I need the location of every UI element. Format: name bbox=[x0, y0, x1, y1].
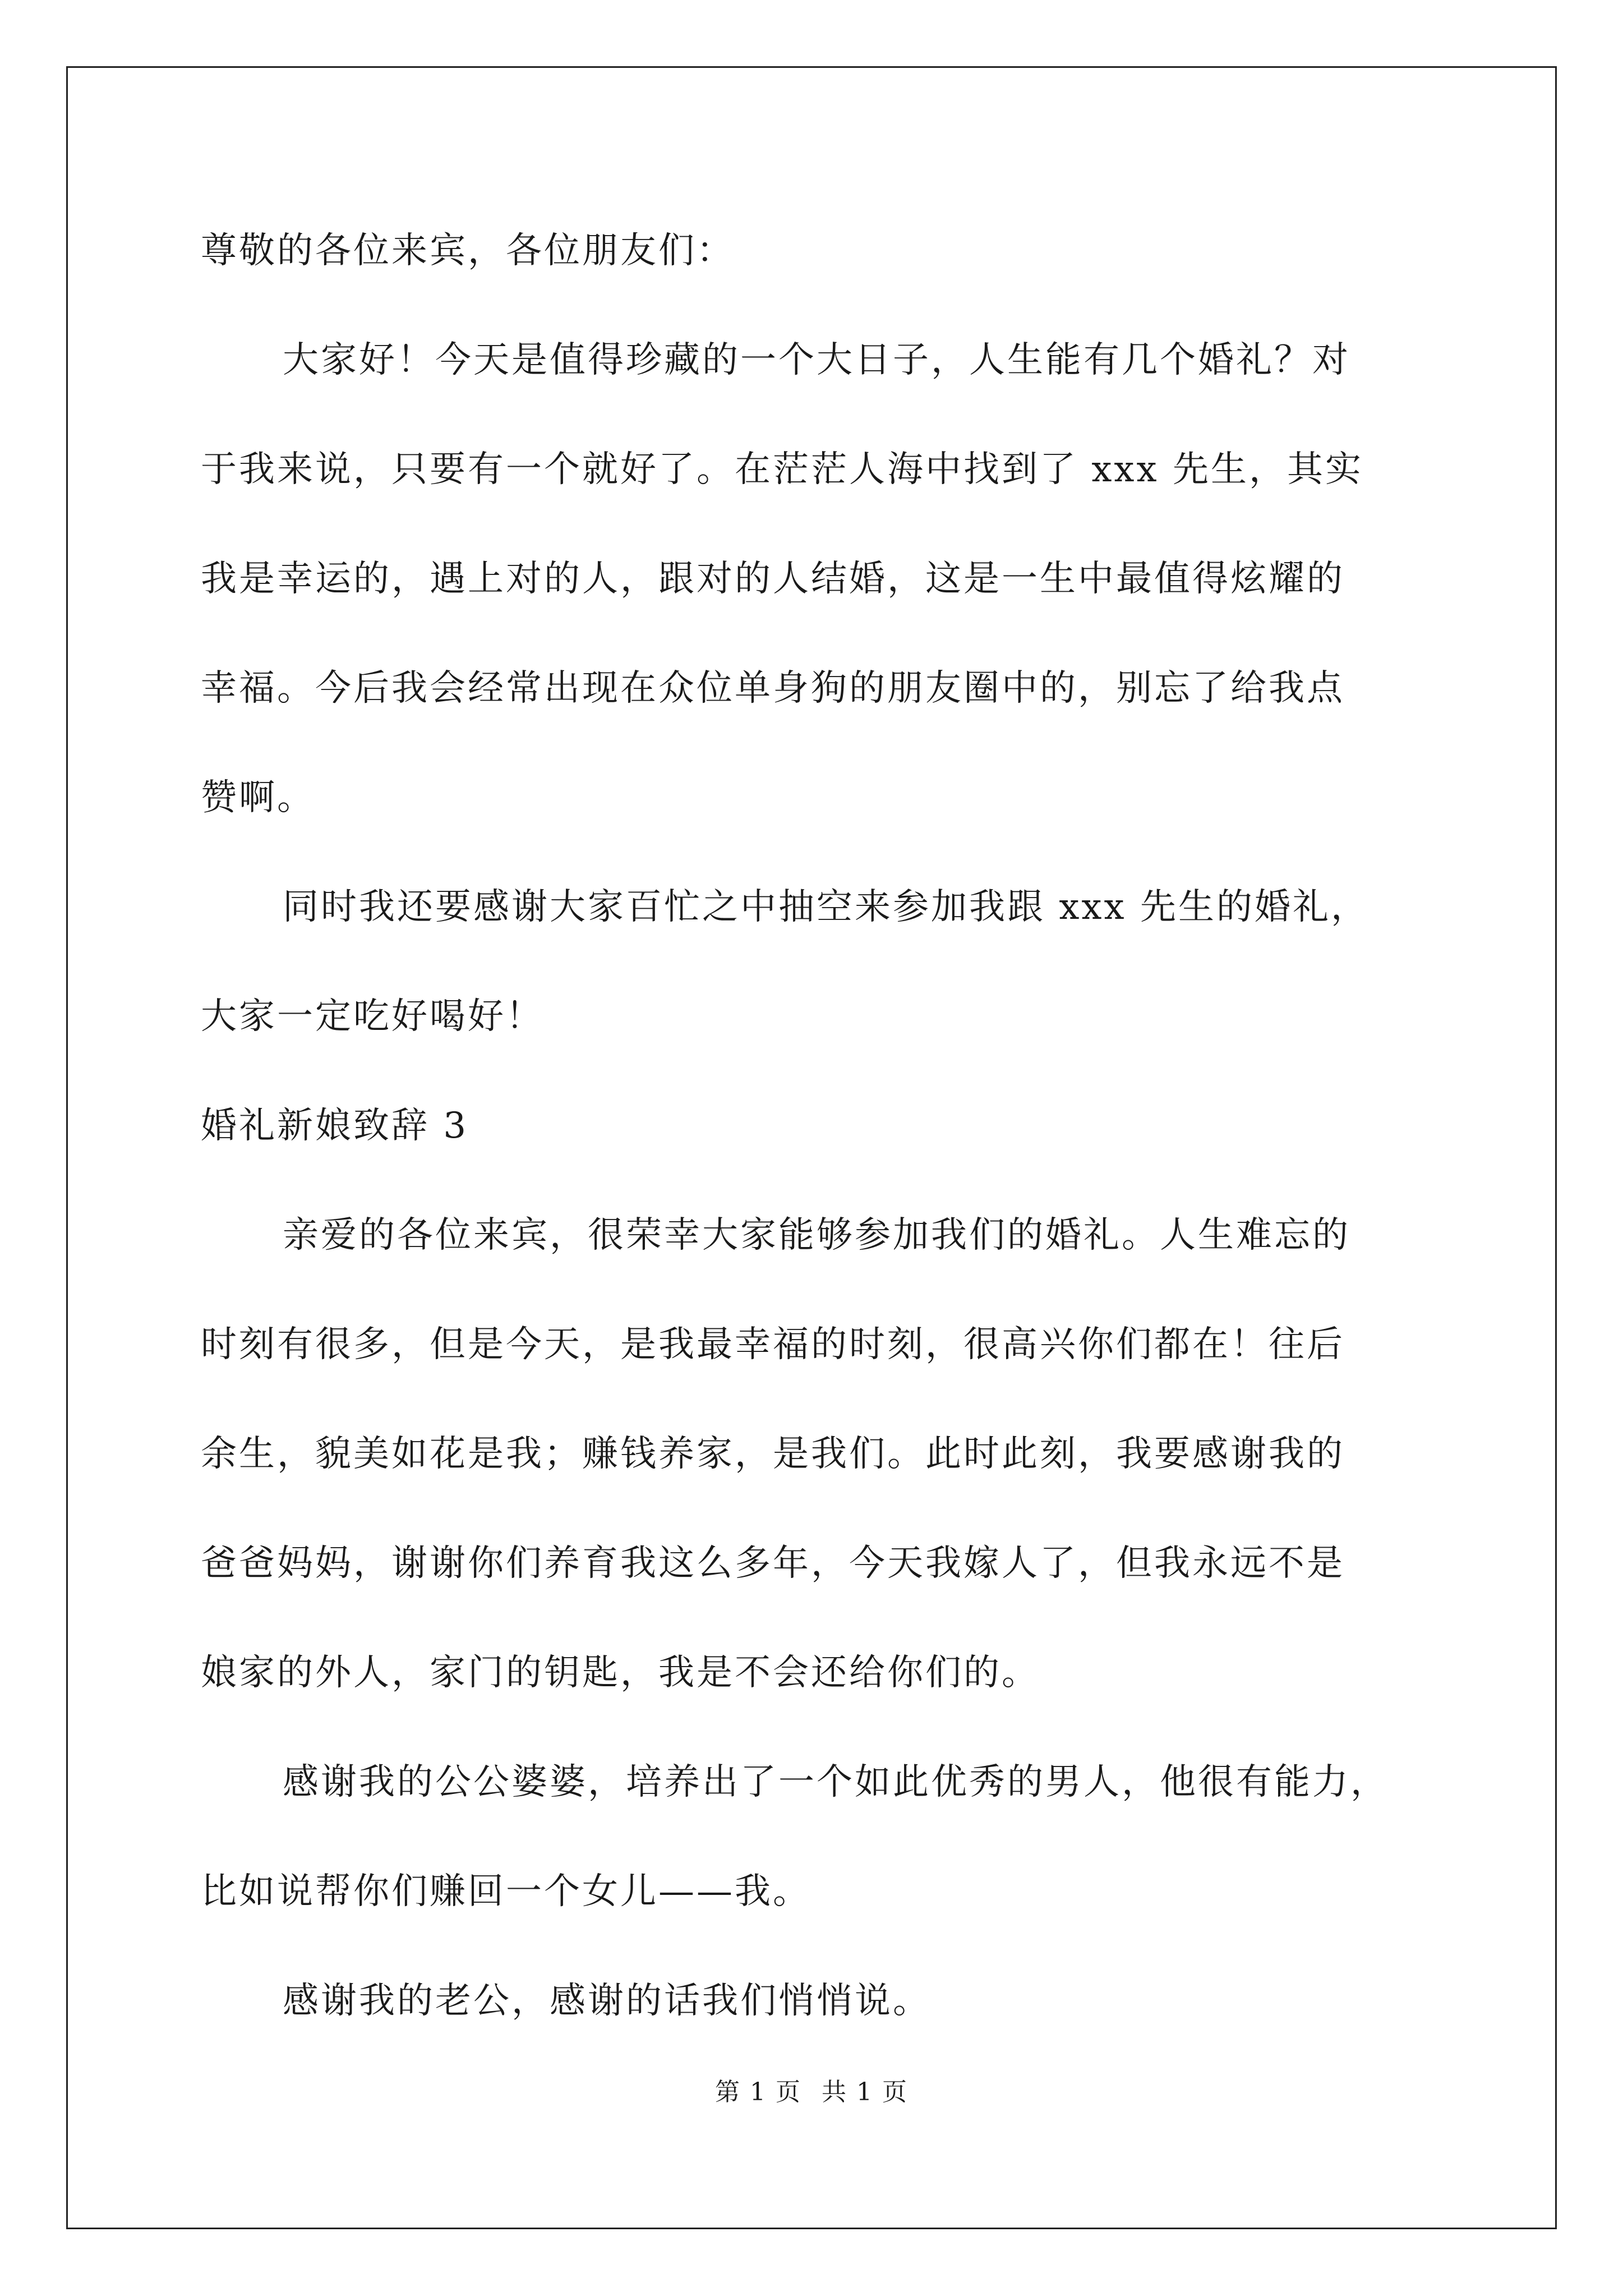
paragraph-line: 感谢我的老公，感谢的话我们悄悄说。 bbox=[283, 1980, 931, 2022]
paragraph-line: 余生，貌美如花是我；赚钱养家，是我们。此时此刻，我要感谢我的 bbox=[201, 1433, 1345, 1475]
paragraph-line: 时刻有很多，但是今天，是我最幸福的时刻，很高兴你们都在！往后 bbox=[201, 1324, 1345, 1365]
salutation: 尊敬的各位来宾，各位朋友们： bbox=[201, 230, 735, 272]
paragraph-line: 我是幸运的，遇上对的人，跟对的人结婚，这是一生中最值得炫耀的 bbox=[201, 558, 1345, 600]
paragraph-line: 比如说帮你们赚回一个女儿——我。 bbox=[201, 1871, 811, 1912]
paragraph-line: 爸爸妈妈，谢谢你们养育我这么多年，今天我嫁人了，但我永远不是 bbox=[201, 1543, 1345, 1584]
page-footer bbox=[0, 2076, 1623, 2109]
page-number-current: 第 1 页 bbox=[715, 2078, 801, 2106]
paragraph-line: 大家一定吃好喝好！ bbox=[201, 996, 544, 1037]
paragraph-line: 幸福。今后我会经常出现在众位单身狗的朋友圈中的，别忘了给我点 bbox=[201, 668, 1345, 709]
paragraph-line: 感谢我的公公婆婆，培养出了一个如此优秀的男人，他很有能力， bbox=[283, 1761, 1389, 1803]
paragraph-line: 赞啊。 bbox=[201, 777, 315, 818]
paragraph-line: 娘家的外人，家门的钥匙，我是不会还给你们的。 bbox=[201, 1652, 1040, 1694]
paragraph-line: 亲爱的各位来宾，很荣幸大家能够参加我们的婚礼。人生难忘的 bbox=[283, 1214, 1350, 1256]
section-heading: 婚礼新娘致辞 3 bbox=[201, 1105, 469, 1147]
paragraph-line: 大家好！今天是值得珍藏的一个大日子，人生能有几个婚礼？对 bbox=[283, 339, 1350, 381]
page-number-total: 共 1 页 bbox=[822, 2078, 908, 2106]
paragraph-line: 于我来说，只要有一个就好了。在茫茫人海中找到了 xxx 先生，其实 bbox=[201, 449, 1363, 490]
paragraph-line: 同时我还要感谢大家百忙之中抽空来参加我跟 xxx 先生的婚礼， bbox=[283, 886, 1369, 928]
